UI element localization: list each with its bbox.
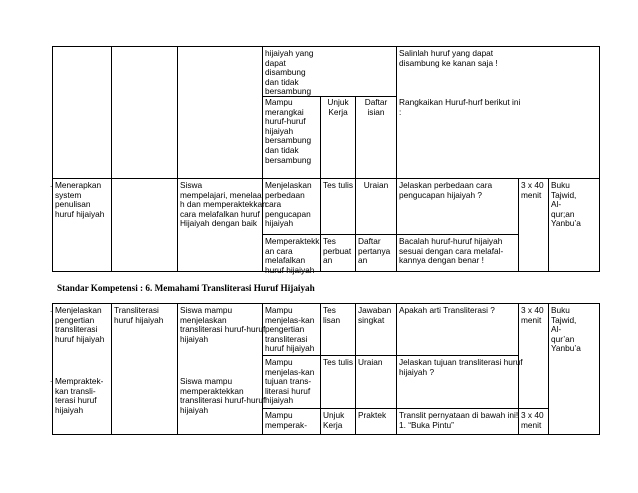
teknik-cell: Tes tulis xyxy=(323,357,353,367)
indikator-cell: hijaiyah yang dapat disambung dan tidak bersambung xyxy=(265,48,314,97)
kompetensi-cell: Mempraktek- kan transli- terasi huruf hijaiyah xyxy=(55,376,104,415)
column-divider xyxy=(599,46,600,272)
sumber-cell: Buku Tajwid, Al- qur;an Yanbu’a xyxy=(551,180,581,229)
soal-cell: Rangkaikan Huruf-hurf berikut ini : xyxy=(399,97,521,117)
soal-cell: Translit pernyataan di bawah ini! 1. “Buka Pintu” xyxy=(399,410,519,430)
column-divider xyxy=(518,178,519,272)
bentuk-cell: Praktek xyxy=(358,410,387,420)
kegiatan-cell: Siswa mampu memperaktekkan transliterasi huruf-huruf hijaiyah xyxy=(180,376,266,415)
column-divider xyxy=(355,96,356,272)
row-divider xyxy=(262,355,518,356)
bentuk-cell: Jawaban singkat xyxy=(358,305,392,325)
column-divider xyxy=(320,303,321,435)
column-divider xyxy=(355,303,356,435)
bentuk-cell: Daftar isian xyxy=(364,97,388,117)
soal-cell: Apakah arti Transliterasi ? xyxy=(399,305,495,315)
column-divider xyxy=(548,303,549,435)
bentuk-cell: Daftar pertanya an xyxy=(358,236,391,266)
bentuk-cell: Uraian xyxy=(363,180,389,190)
indikator-cell: Menjelaskan perbedaan cara pengucapan hijaiyah xyxy=(265,180,312,229)
sumber-cell: Buku Tajwid, Al- qur’an Yanbu’a xyxy=(551,305,581,354)
row-divider xyxy=(262,408,548,409)
teknik-cell: Unjuk Kerja xyxy=(327,97,349,117)
row-divider xyxy=(262,234,518,235)
indikator-cell: Mampu memperak- xyxy=(265,410,307,430)
soal-cell: Jelaskan perbedaan cara pengucapan hijaiyah ? xyxy=(399,180,493,200)
waktu-cell: 3 x 40 menit xyxy=(521,305,544,325)
column-divider xyxy=(177,303,178,435)
kegiatan-cell: Siswa mempelajari, menelaa h dan memperaktekkan cara melafalkan huruf Hijaiyah dengan baik xyxy=(180,180,267,229)
soal-cell: Salinlah huruf yang dapat disambung ke kanan saja ! xyxy=(399,48,498,68)
column-divider xyxy=(262,46,263,272)
indikator-cell: Memperaktekk an cara melafalkan huruf hijaiyah xyxy=(265,236,320,275)
waktu-cell: 3 x 40 menit xyxy=(521,180,544,200)
kegiatan-cell: Siswa mampu menjelaskan transliterasi huruf-huruf hijaiyah xyxy=(180,305,266,344)
waktu-cell: 3 x 40 menit xyxy=(521,410,544,430)
kompetensi-cell: Menjelaskan pengertian transliterasi huruf hijaiyah xyxy=(55,305,105,344)
column-divider xyxy=(52,46,53,272)
soal-cell: Bacalah huruf-huruf hijaiyah sesuai dengan cara melafal- kannya dengan benar ! xyxy=(399,236,504,266)
indikator-cell: Mampu merangkai huruf-huruf hijaiyah bersambung dan tidak bersambung xyxy=(265,97,312,165)
bullet-marker: . xyxy=(50,375,53,384)
column-divider xyxy=(548,178,549,272)
column-divider xyxy=(111,46,112,272)
column-divider xyxy=(111,303,112,435)
teknik-cell: Tes tulis xyxy=(323,180,353,190)
soal-cell: Jelaskan tujuan transliterasi huruf hijaiyah ? xyxy=(399,357,523,377)
indikator-cell: Mampu menjelas-kan pengertian transliterasi huruf hijaiyah xyxy=(265,305,315,354)
table-top-border xyxy=(52,46,600,47)
column-divider xyxy=(177,46,178,272)
indikator-cell: Mampu menjelas-kan tujuan trans- literasi huruf hijaiyah xyxy=(265,357,315,406)
section-heading: Standar Kompetensi : 6. Memahami Transliterasi Huruf Hijaiyah xyxy=(57,283,315,293)
column-divider xyxy=(396,303,397,435)
teknik-cell: Tes lisan xyxy=(323,305,341,325)
teknik-cell: Unjuk Kerja xyxy=(323,410,345,430)
column-divider xyxy=(599,303,600,435)
bentuk-cell: Uraian xyxy=(358,357,383,367)
column-divider xyxy=(320,96,321,272)
kompetensi-cell: Menerapkan system penulisan huruf hijaiyah xyxy=(55,180,105,219)
bullet-marker: . xyxy=(50,305,53,314)
column-divider xyxy=(396,46,397,272)
teknik-cell: Tes perbuat an xyxy=(323,236,352,266)
column-divider xyxy=(52,303,53,435)
bullet-marker: . xyxy=(50,180,53,189)
materi-cell: Transliterasi huruf hijaiyah xyxy=(114,305,164,325)
